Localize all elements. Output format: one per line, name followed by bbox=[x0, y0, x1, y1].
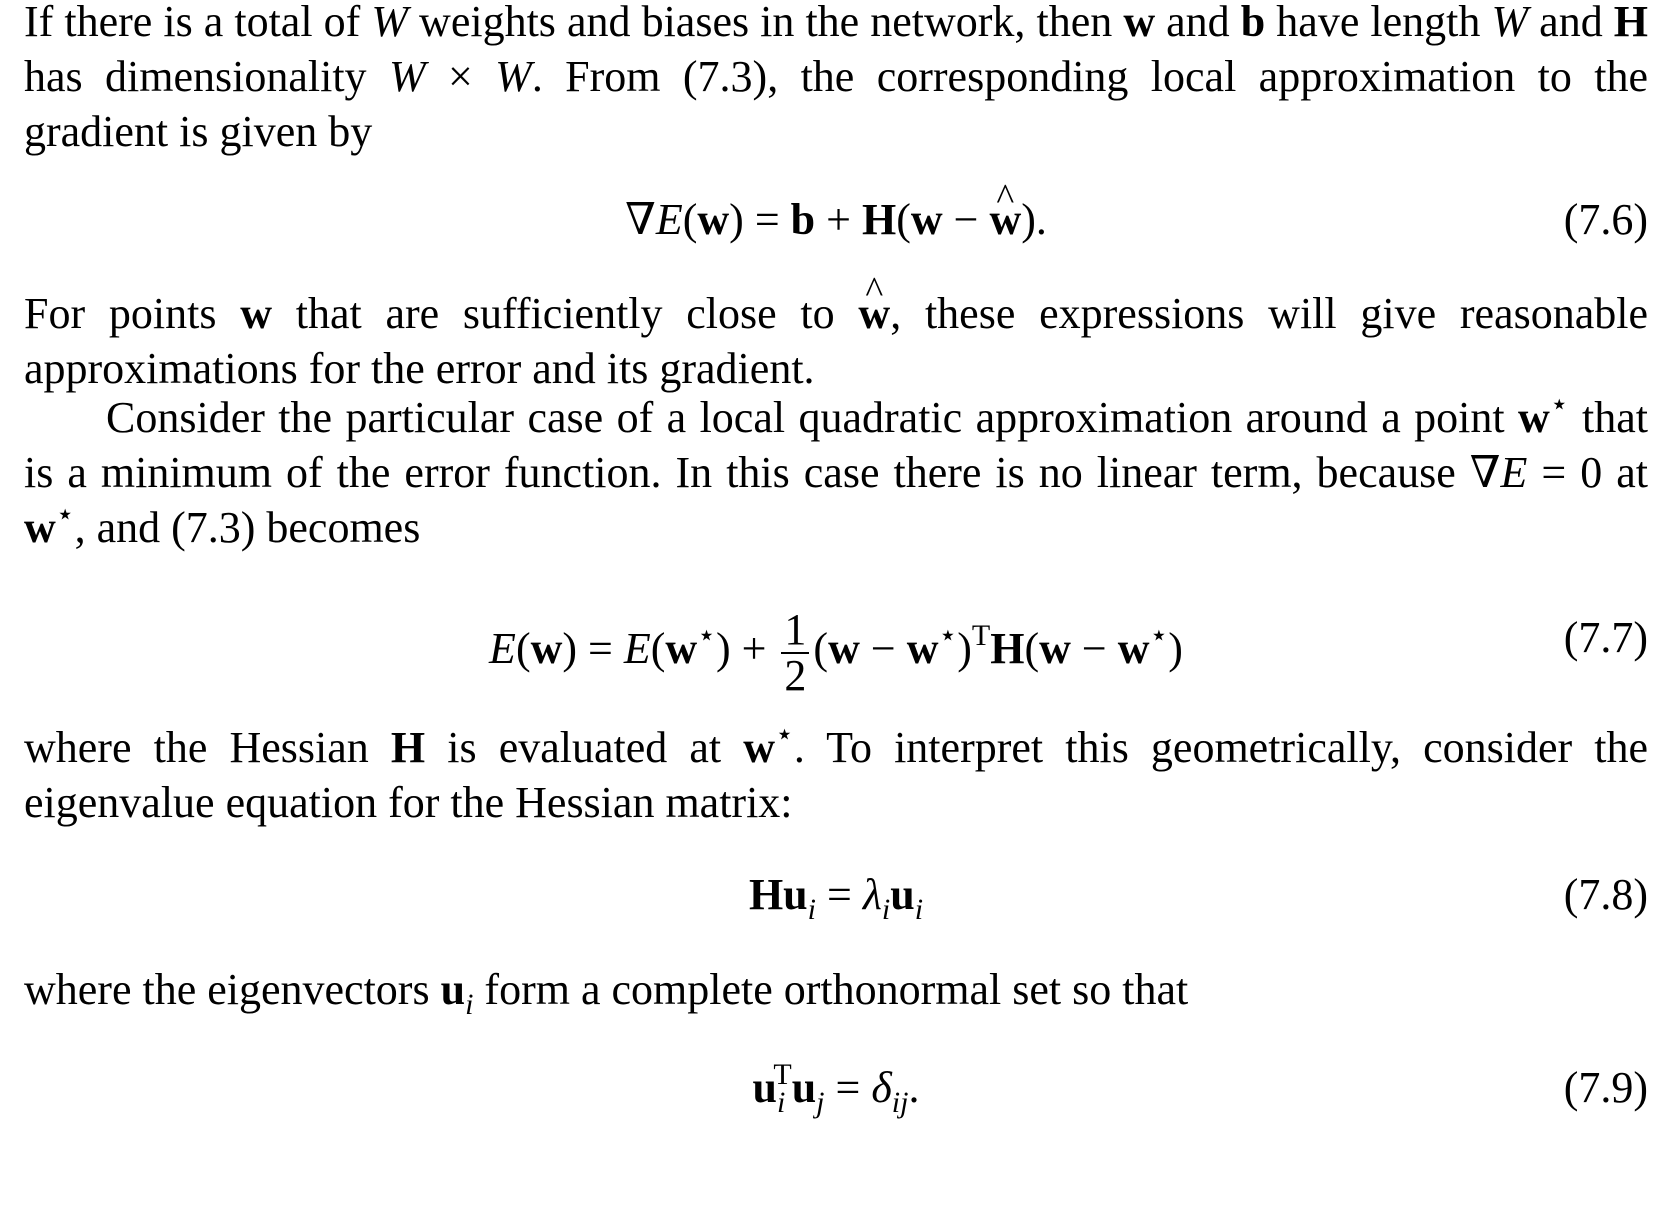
equation-number: (7.7) bbox=[1563, 613, 1648, 662]
paragraph-5: where the eigenvectors $u_i$ form a complete orthonormal set so that bbox=[24, 965, 1189, 1021]
equation-7-9-formula: $u_i^Tu_j = \delta_{ij}$. bbox=[752, 1058, 920, 1119]
fraction-one-half: $\frac{1}{2}$ bbox=[781, 608, 809, 698]
equation-7-8 bbox=[24, 865, 1648, 925]
equation-number: (7.9) bbox=[1563, 1063, 1648, 1112]
equation-7-6-formula: ∇E(w) = b + H(w − ^ w). bbox=[24, 190, 1648, 250]
equation-7-9 bbox=[24, 1058, 1648, 1118]
equation-7-8-formula: $Hu_i = \lambda_iu_i$ bbox=[748, 870, 924, 926]
equation-number: (7.6) bbox=[1563, 195, 1648, 244]
paragraph-2: For points w that are sufficiently close to ^ w, these expressions will give reasonable approximations for the error and its gradient. bbox=[24, 286, 1648, 396]
paragraph-3: Consider the particular case of a local quadratic approximation around a point w⋆ that is a minimum of the error function. In this case there is no linear term, because ∇E = 0 at w⋆, and (7.3) becomes bbox=[24, 388, 1649, 552]
equation-number: (7.8) bbox=[1563, 870, 1648, 919]
equation-7-7 bbox=[24, 605, 1648, 700]
paragraph-1: If there is a total of W weights and biases in the network, then w and b have length W and H has dimensionality W × W. From (7.3), the corresponding local approximation to the gradient is given by bbox=[24, 0, 1648, 156]
equation-7-6 bbox=[24, 190, 1648, 250]
equation-7-7-formula: E(w) = E(w⋆) + $\frac{1}{2}$ $(w - w^⋆)^TH(w - w^⋆)$ bbox=[489, 605, 1183, 700]
paragraph-4: where the Hessian H is evaluated at w⋆. To interpret this geometrically, consider the eigenvalue equation for the Hessian matrix: bbox=[24, 718, 1649, 827]
